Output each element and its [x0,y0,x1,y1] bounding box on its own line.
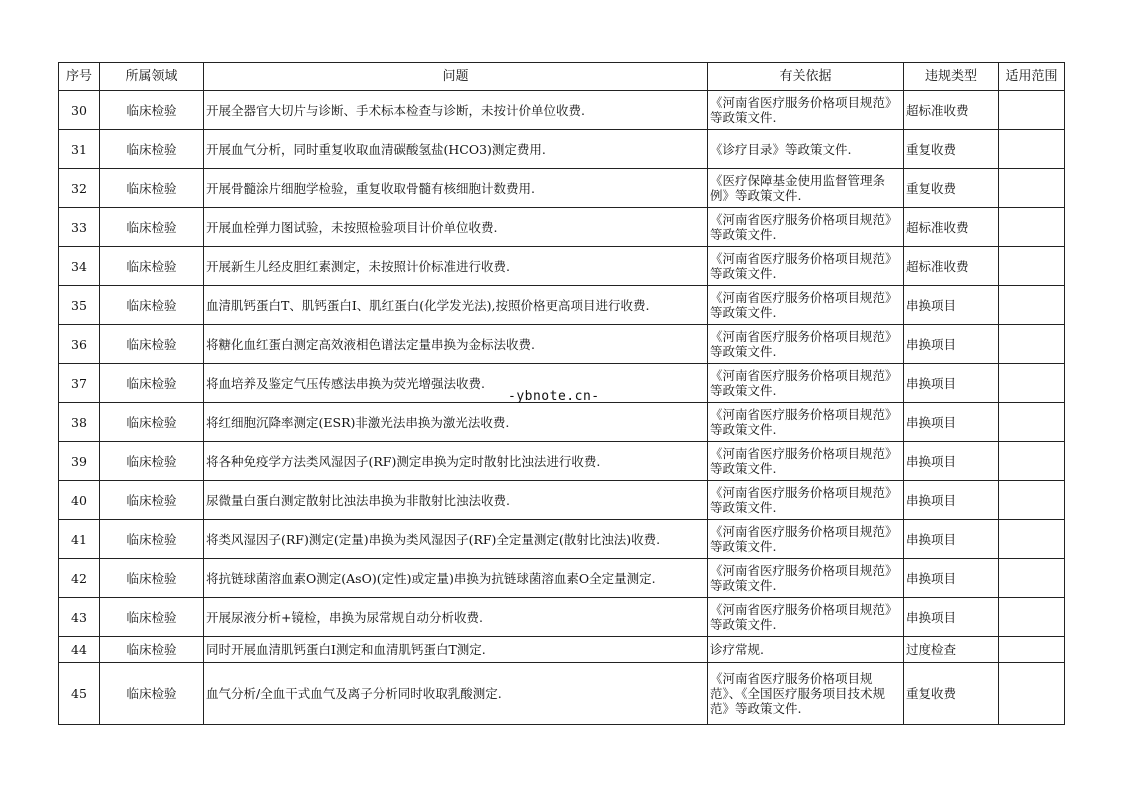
table-row [59,598,1065,637]
header-no: 序号 [59,63,100,91]
cell-no: 43 [59,598,100,637]
cell-area: 临床检验 [100,208,204,247]
cell-basis: 《河南省医疗服务价格项目规范》等政策文件. [708,247,904,286]
cell-type: 串换项目 [904,286,999,325]
cell-no: 45 [59,663,100,725]
cell-no: 33 [59,208,100,247]
cell-basis: 《河南省医疗服务价格项目规范》等政策文件. [708,481,904,520]
cell-no: 31 [59,130,100,169]
cell-area: 临床检验 [100,130,204,169]
table-row [59,169,1065,208]
table-row [59,247,1065,286]
cell-no: 39 [59,442,100,481]
table-row [59,663,1065,725]
cell-no: 35 [59,286,100,325]
cell-area: 临床检验 [100,637,204,663]
cell-scope [999,442,1065,481]
header-area: 所属领域 [100,63,204,91]
cell-scope [999,481,1065,520]
cell-issue: 开展血栓弹力图试验，未按照检验项目计价单位收费. [204,208,708,247]
cell-basis: 《河南省医疗服务价格项目规范》等政策文件. [708,325,904,364]
cell-issue: 开展骨髓涂片细胞学检验，重复收取骨髓有核细胞计数费用. [204,169,708,208]
table-row [59,325,1065,364]
cell-no: 44 [59,637,100,663]
header-type: 违规类型 [904,63,999,91]
cell-basis: 《河南省医疗服务价格项目规范》等政策文件. [708,598,904,637]
cell-area: 临床检验 [100,364,204,403]
table-row [59,520,1065,559]
cell-scope [999,91,1065,130]
cell-issue: 将血培养及鉴定气压传感法串换为荧光增强法收费. [204,364,708,403]
cell-area: 临床检验 [100,286,204,325]
cell-area: 临床检验 [100,169,204,208]
cell-no: 38 [59,403,100,442]
cell-basis: 《河南省医疗服务价格项目规范》等政策文件. [708,286,904,325]
table-row [59,208,1065,247]
cell-area: 临床检验 [100,559,204,598]
cell-type: 重复收费 [904,663,999,725]
cell-type: 串换项目 [904,598,999,637]
cell-area: 临床检验 [100,598,204,637]
cell-no: 41 [59,520,100,559]
cell-issue: 开展血气分析，同时重复收取血清碳酸氢盐(HCO3)测定费用. [204,130,708,169]
cell-basis: 《河南省医疗服务价格项目规范》等政策文件. [708,559,904,598]
cell-type: 串换项目 [904,325,999,364]
table-row [59,559,1065,598]
cell-issue: 开展尿液分析+镜检，串换为尿常规自动分析收费. [204,598,708,637]
table-row [59,403,1065,442]
cell-scope [999,663,1065,725]
cell-area: 临床检验 [100,403,204,442]
cell-area: 临床检验 [100,325,204,364]
cell-issue: 将类风湿因子(RF)测定(定量)串换为类风湿因子(RF)全定量测定(散射比浊法)收费. [204,520,708,559]
cell-basis: 《河南省医疗服务价格项目规范》等政策文件. [708,403,904,442]
cell-no: 37 [59,364,100,403]
cell-type: 串换项目 [904,364,999,403]
cell-scope [999,637,1065,663]
cell-no: 34 [59,247,100,286]
header-issue: 问题 [204,63,708,91]
cell-scope [999,169,1065,208]
cell-basis: 《河南省医疗服务价格项目规范》、《全国医疗服务项目技术规范》等政策文件. [708,663,904,725]
cell-scope [999,364,1065,403]
cell-type: 过度检查 [904,637,999,663]
table-row [59,130,1065,169]
cell-issue: 开展全器官大切片与诊断、手术标本检查与诊断，未按计价单位收费. [204,91,708,130]
header-scope: 适用范围 [999,63,1065,91]
cell-issue: 尿微量白蛋白测定散射比浊法串换为非散射比浊法收费. [204,481,708,520]
cell-no: 40 [59,481,100,520]
cell-issue: 同时开展血清肌钙蛋白I测定和血清肌钙蛋白T测定. [204,637,708,663]
cell-scope [999,559,1065,598]
cell-no: 42 [59,559,100,598]
cell-scope [999,403,1065,442]
cell-issue: 将各种免疫学方法类风湿因子(RF)测定串换为定时散射比浊法进行收费. [204,442,708,481]
cell-issue: 开展新生儿经皮胆红素测定，未按照计价标准进行收费. [204,247,708,286]
table-header-row [59,63,1065,91]
cell-basis: 《医疗保障基金使用监督管理条例》等政策文件. [708,169,904,208]
cell-type: 重复收费 [904,130,999,169]
table-body [59,91,1065,725]
cell-issue: 血气分析/全血干式血气及离子分析同时收取乳酸测定. [204,663,708,725]
cell-area: 临床检验 [100,481,204,520]
cell-issue: 将糖化血红蛋白测定高效液相色谱法定量串换为金标法收费. [204,325,708,364]
cell-type: 串换项目 [904,481,999,520]
table-row [59,442,1065,481]
cell-basis: 《河南省医疗服务价格项目规范》等政策文件. [708,520,904,559]
cell-type: 串换项目 [904,403,999,442]
cell-area: 临床检验 [100,91,204,130]
cell-scope [999,247,1065,286]
header-basis: 有关依据 [708,63,904,91]
table-row [59,286,1065,325]
cell-type: 串换项目 [904,520,999,559]
cell-scope [999,130,1065,169]
cell-area: 临床检验 [100,520,204,559]
cell-scope [999,598,1065,637]
cell-basis: 《河南省医疗服务价格项目规范》等政策文件. [708,208,904,247]
cell-type: 超标准收费 [904,91,999,130]
cell-scope [999,325,1065,364]
cell-basis: 诊疗常规. [708,637,904,663]
watermark: -ybnote.cn- [508,389,600,404]
cell-no: 30 [59,91,100,130]
cell-no: 32 [59,169,100,208]
cell-basis: 《河南省医疗服务价格项目规范》等政策文件. [708,442,904,481]
cell-type: 串换项目 [904,559,999,598]
cell-type: 重复收费 [904,169,999,208]
cell-basis: 《河南省医疗服务价格项目规范》等政策文件. [708,91,904,130]
cell-basis: 《河南省医疗服务价格项目规范》等政策文件. [708,364,904,403]
cell-area: 临床检验 [100,247,204,286]
cell-scope [999,520,1065,559]
cell-type: 超标准收费 [904,208,999,247]
table-row [59,481,1065,520]
cell-no: 36 [59,325,100,364]
cell-type: 超标准收费 [904,247,999,286]
table-row [59,637,1065,663]
cell-scope [999,208,1065,247]
cell-basis: 《诊疗目录》等政策文件. [708,130,904,169]
cell-issue: 血清肌钙蛋白T、肌钙蛋白I、肌红蛋白(化学发光法),按照价格更高项目进行收费. [204,286,708,325]
cell-area: 临床检验 [100,663,204,725]
cell-issue: 将红细胞沉降率测定(ESR)非激光法串换为激光法收费. [204,403,708,442]
cell-area: 临床检验 [100,442,204,481]
table-row [59,91,1065,130]
cell-scope [999,286,1065,325]
cell-type: 串换项目 [904,442,999,481]
cell-issue: 将抗链球菌溶血素O测定(AsO)(定性)或定量)串换为抗链球菌溶血素O全定量测定. [204,559,708,598]
